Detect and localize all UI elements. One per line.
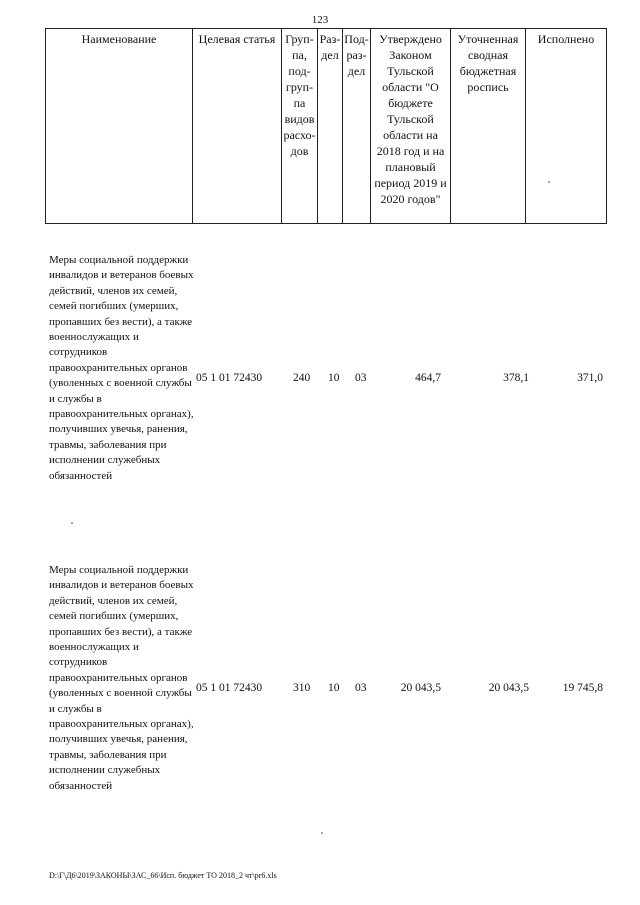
- row-approved: 464,7: [415, 372, 441, 384]
- header-approved: Утверждено Законом Тульской области "О бюджете Тульской области на 2018 год и на плановый период 2019 и 2020 годов": [371, 29, 451, 224]
- page-number: 123: [311, 14, 329, 26]
- file-path-footer: D:\Г\Д6\2019\ЗАКОНЫ\ЗАС_66\Исп. бюджет ТО 2018_2 чт\pr6.xls: [49, 871, 277, 880]
- row-group: 240: [293, 372, 311, 384]
- row-section: 10: [328, 682, 340, 694]
- row-revised: 378,1: [503, 372, 529, 384]
- row-approved: 20 043,5: [400, 682, 441, 694]
- row-executed: 371,0: [577, 372, 603, 384]
- header-name: Наименование: [46, 29, 193, 224]
- header-revised: Уточненная сводная бюджетная роспись: [451, 29, 526, 224]
- header-group: Груп-па, под-груп-па видов расхо-дов: [282, 29, 318, 224]
- scan-speck: [321, 832, 323, 834]
- row-group: 310: [293, 682, 311, 694]
- row-name: Меры социальной поддержки инвалидов и ветеранов боевых действий, членов их семей, семей погибших (умерших, пропавших без вести), а также военнослужащих и сотрудников правоохранительных органов (уволенных с военной службы и службы в правоохранительных органах), получивших увечья, ранения, травмы, заболевания при исполнении служебных обязанностей: [49, 254, 194, 482]
- scan-speck: [548, 181, 550, 183]
- table-header: [45, 28, 607, 224]
- header-subsection: Под-раз-дел: [343, 29, 371, 224]
- row-subsection: 03: [355, 372, 367, 384]
- row-target: 05 1 01 72430: [196, 372, 263, 384]
- row-name: Меры социальной поддержки инвалидов и ветеранов боевых действий, членов их семей, семей погибших (умерших, пропавших без вести), а также военнослужащих и сотрудников правоохранительных органов (уволенных с военной службы и службы в правоохранительных органах), получивших увечья, ранения, травмы, заболевания при исполнении служебных обязанностей: [49, 564, 194, 792]
- header-target: Целевая статья: [193, 29, 282, 224]
- row-subsection: 03: [355, 682, 367, 694]
- header-executed: Исполнено: [526, 29, 607, 224]
- row-target: 05 1 01 72430: [196, 682, 263, 694]
- row-section: 10: [328, 372, 340, 384]
- row-revised: 20 043,5: [488, 682, 529, 694]
- row-executed: 19 745,8: [562, 682, 603, 694]
- header-section: Раз-дел: [318, 29, 343, 224]
- scan-speck: [71, 522, 73, 524]
